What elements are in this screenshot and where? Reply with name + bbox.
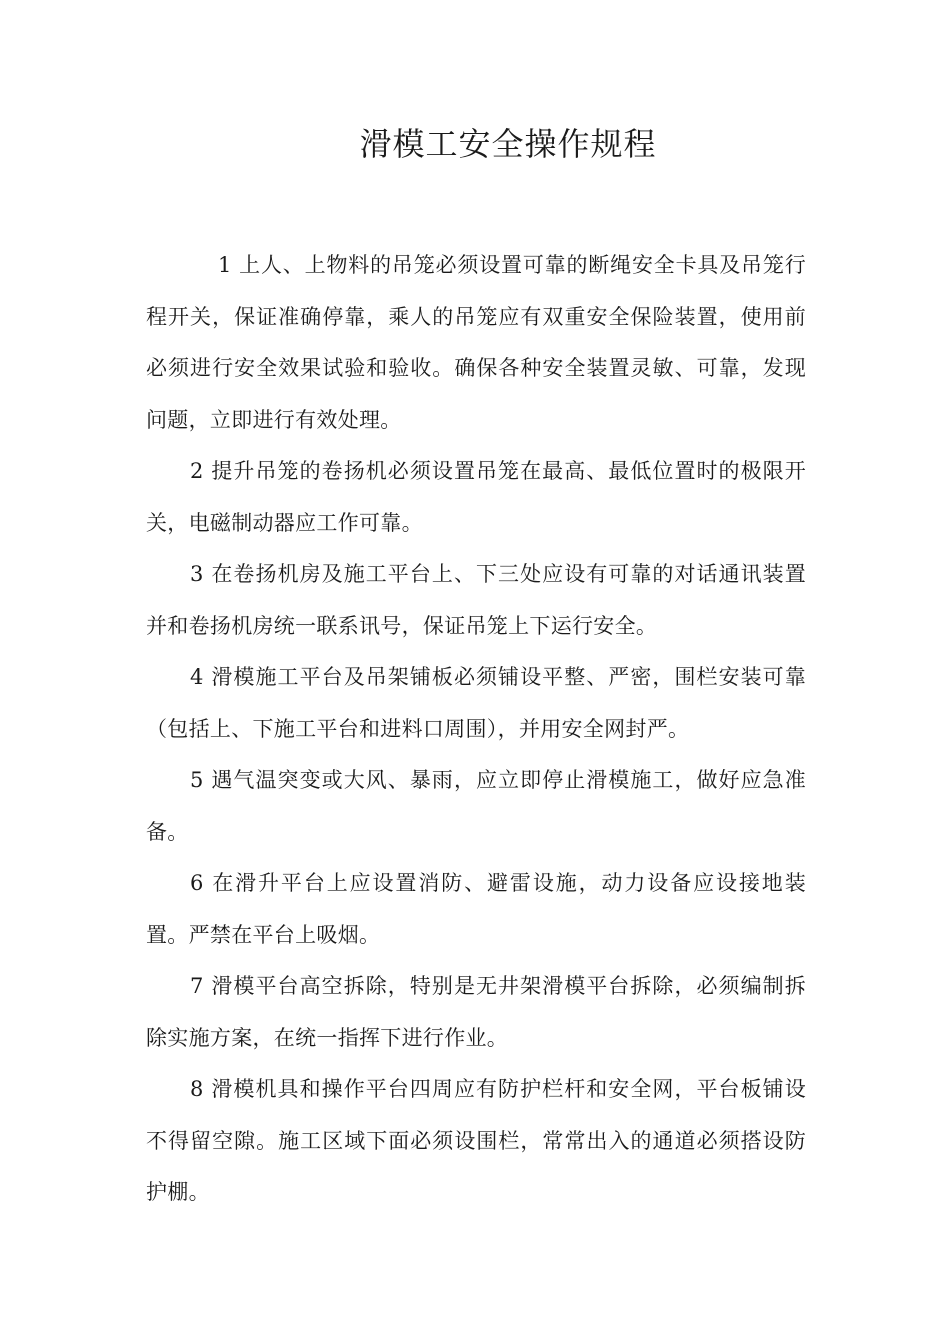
rule-paragraph-6: 6 在滑升平台上应设置消防、避雷设施，动力设备应设接地装置。严禁在平台上吸烟。 [146,871,806,947]
rule-paragraph-7: 7 滑模平台高空拆除，特别是无井架滑模平台拆除，必须编制拆除实施方案，在统一指挥下进行作业。 [146,974,806,1050]
document-body [146,240,806,1219]
document-title: 滑模工安全操作规程 [359,125,657,163]
rule-paragraph-4: 4 滑模施工平台及吊架铺板必须铺设平整、严密，围栏安装可靠（包括上、下施工平台和进料口周围），并用安全网封严。 [146,665,806,741]
rule-paragraph-8: 8 滑模机具和操作平台四周应有防护栏杆和安全网，平台板铺设不得留空隙。施工区域下面必须设围栏，常常出入的通道必须搭设防护棚。 [146,1077,806,1204]
rule-paragraph-1: 1 上人、上物料的吊笼必须设置可靠的断绳安全卡具及吊笼行程开关，保证准确停靠，乘人的吊笼应有双重安全保险装置，使用前必须进行安全效果试验和验收。确保各种安全装置灵敏、可靠，发现问题，立即进行有效处理。 [146,253,806,432]
rule-paragraph-3: 3 在卷扬机房及施工平台上、下三处应设有可靠的对话通讯装置并和卷扬机房统一联系讯号，保证吊笼上下运行安全。 [146,562,806,638]
rule-paragraph-5: 5 遇气温突变或大风、暴雨，应立即停止滑模施工，做好应急准备。 [146,768,806,844]
rule-paragraph-2: 2 提升吊笼的卷扬机必须设置吊笼在最高、最低位置时的极限开关，电磁制动器应工作可靠。 [146,459,806,535]
